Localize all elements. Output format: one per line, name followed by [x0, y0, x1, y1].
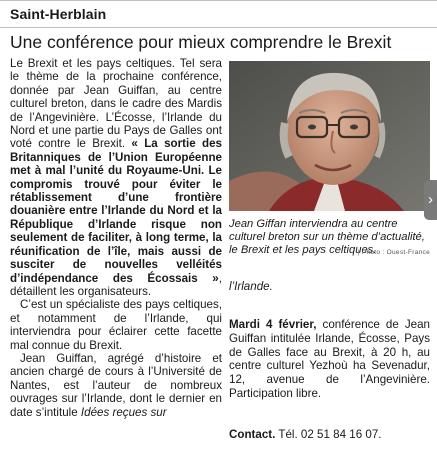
continued-text: l’Irlande. — [229, 279, 273, 293]
paragraph-3-text: Jean Guiffan, agrégé d’histoire et ancien chargé de cours à l’Université de Nantes, est l’auteur de nombreux ouvrages sur l’Irlande, dont le dernier en date s’intitule — [10, 351, 222, 419]
top-rule — [0, 0, 437, 1]
article-headline: Une conférence pour mieux comprendre le Brexit — [10, 32, 392, 52]
photo-caption: Jean Giffan interviendra au centre culturel breton sur un thème d’actualité, le Brexit et les pays celtiques. — [229, 218, 425, 257]
event-details: conférence de Jean Guiffan intitulée Irlande, Écosse, Pays de Galles face au Brexit, à 20 h, au centre culturel Yezhoù ha Sevenadur, 12, avenue de l’Angevinière. Participation libre. — [229, 318, 430, 400]
portrait-illustration — [229, 61, 430, 211]
paragraph-1-intro: Le Brexit et les pays celtiques. Tel sera le thème de la prochaine conférence, donnée par Jean Guiffan, au centre culturel breton, dans le cadre des Mardis de l’Angevinière. L’Écosse, l’Irlande du Nord et une partie du Pays de Galles ont voté contre le Brexit. — [10, 57, 222, 151]
paragraph-2: C’est un spécialiste des pays celtiques, et notamment de l’Irlande, qui interviendra pour éclairer cette facette mal connue du Brexit. — [10, 298, 222, 352]
paragraph-3 — [10, 352, 222, 419]
article-body-left — [10, 57, 222, 419]
portrait-photo — [229, 61, 430, 211]
event-info — [229, 318, 430, 401]
article-body-right — [229, 61, 430, 441]
section-title: Saint-Herblain — [10, 6, 107, 22]
event-date: Mardi 4 février, — [229, 318, 317, 332]
organizers-quote: « La sortie des Britanniques de l’Union Européenne met à mal l’unité du Royaume-Uni. Le compromis trouvé pour éviter le rétablissement d’une frontière douanière entre l’Irlande du Nord et la République d’Irlande risque non seulement de faciliter, à long terme, la réunification de l’île, mais aussi de susciter de nouvelles velléités d’indépendance des Écossais » — [10, 137, 222, 285]
contact-line — [229, 428, 430, 441]
paragraph-1-end: , détaillent les organisateurs. — [10, 271, 222, 298]
photo-credit: | Photo : Ouest-France — [357, 248, 430, 256]
next-page-chevron-icon[interactable]: › — [424, 180, 437, 220]
section-rule — [0, 27, 437, 28]
contact-label: Contact. — [229, 427, 276, 441]
contact-phone: Tél. 02 51 84 16 07. — [275, 427, 382, 441]
paragraph-1 — [10, 57, 222, 298]
book-title: Idées reçues sur — [80, 405, 167, 419]
